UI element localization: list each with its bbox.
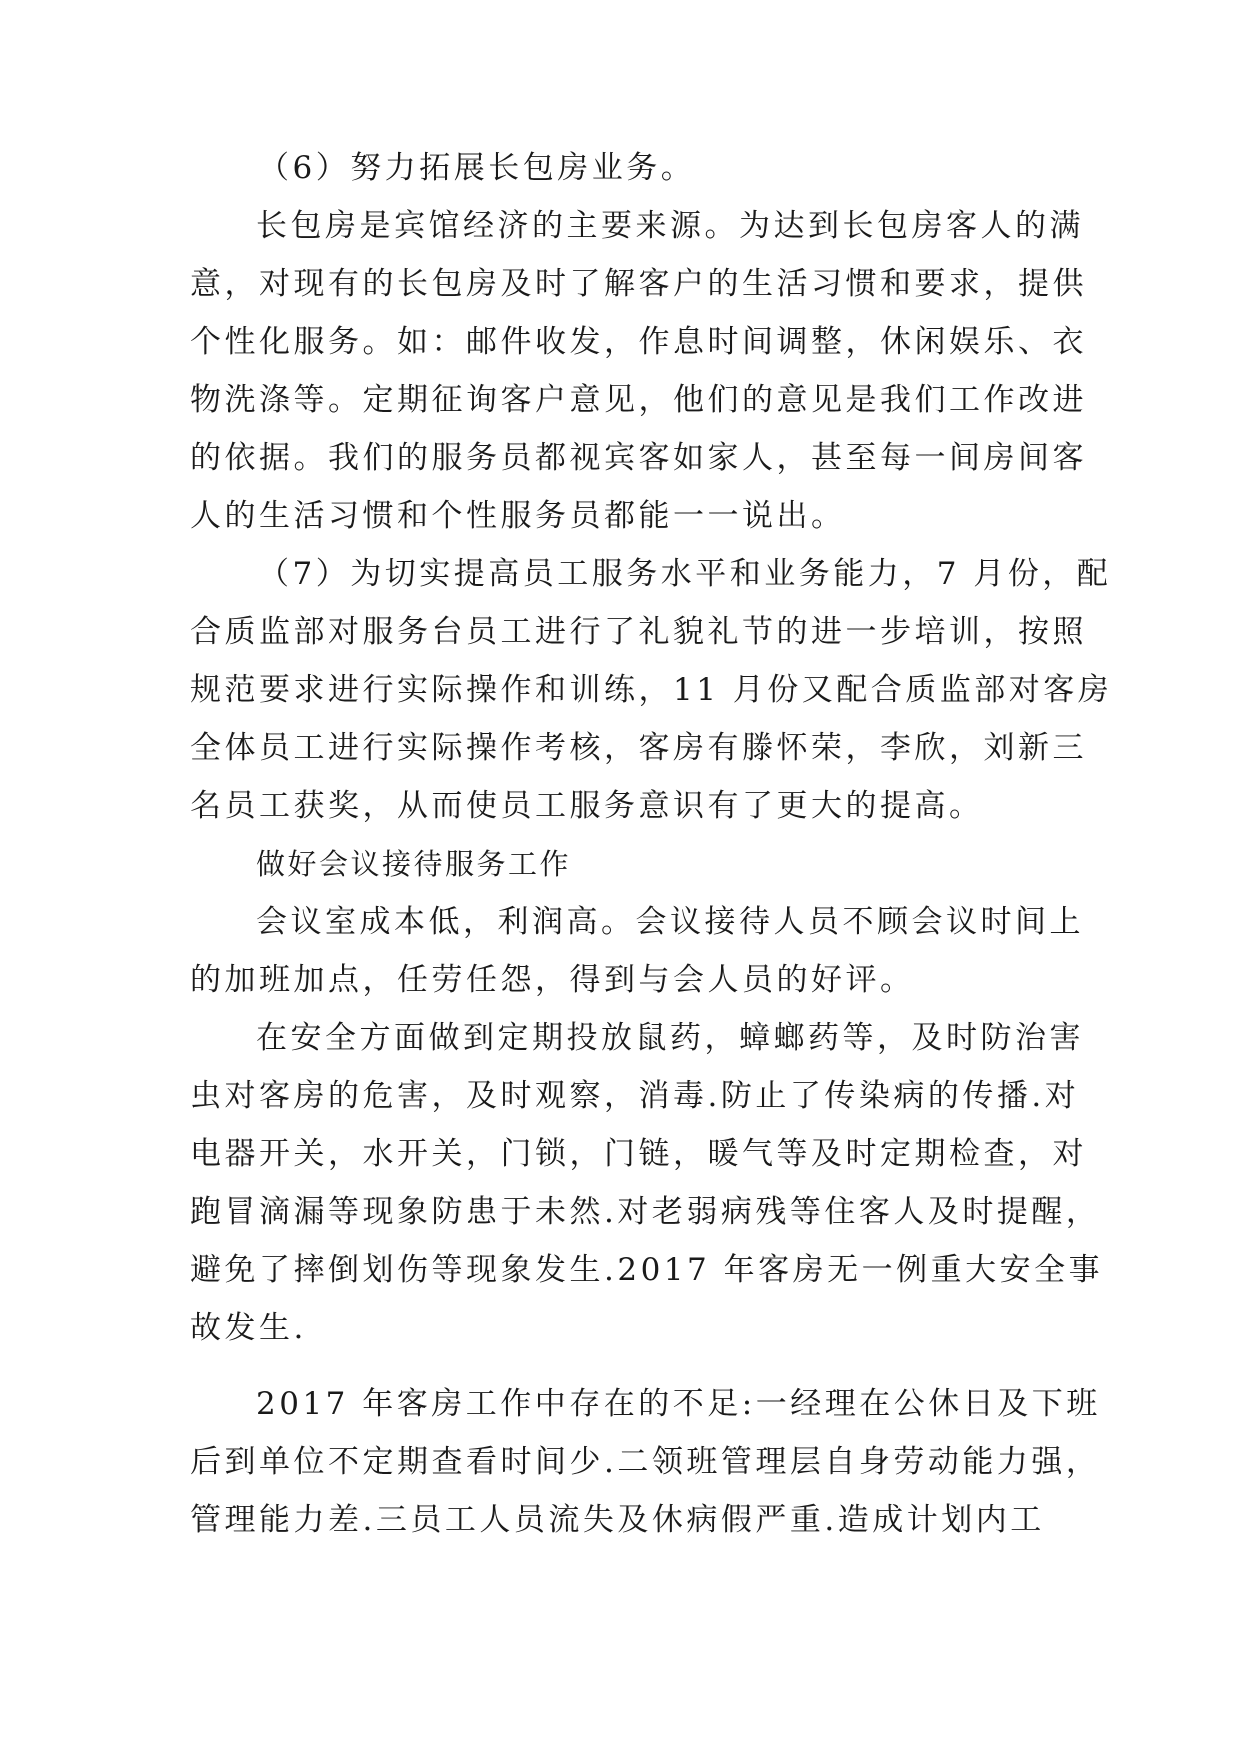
paragraph-line: 意，对现有的长包房及时了解客户的生活习惯和要求，提供 (190, 266, 1087, 302)
paragraph-line: 的加班加点，任劳任怨，得到与会人员的好评。 (190, 962, 915, 998)
paragraph-line: 合质监部对服务台员工进行了礼貌礼节的进一步培训，按照 (190, 614, 1087, 650)
section-7-paragraph-line: （7）为切实提高员工服务水平和业务能力，7 月份，配 (258, 556, 1112, 592)
paragraph-line: 跑冒滴漏等现象防患于未然.对老弱病残等住客人及时提醒， (190, 1194, 1101, 1230)
section-6-heading: （6）努力拓展长包房业务。 (258, 150, 696, 186)
paragraph-line: 人的生活习惯和个性服务员都能一一说出。 (190, 498, 846, 534)
paragraph-line: 2017 年客房工作中存在的不足:一经理在公休日及下班 (256, 1386, 1101, 1422)
paragraph-line: 名员工获奖，从而使员工服务意识有了更大的提高。 (190, 788, 984, 824)
paragraph-line: 故发生. (190, 1310, 307, 1346)
paragraph-line: 后到单位不定期查看时间少.二领班管理层自身劳动能力强， (190, 1444, 1101, 1480)
paragraph-line: 的依据。我们的服务员都视宾客如家人，甚至每一间房间客 (190, 440, 1087, 476)
paragraph-line: 规范要求进行实际操作和训练，11 月份又配合质监部对客房 (190, 672, 1113, 708)
paragraph-line: 在安全方面做到定期投放鼠药，蟑螂药等，及时防治害 (256, 1020, 1084, 1056)
paragraph-line: 物洗涤等。定期征询客户意见，他们的意见是我们工作改进 (190, 382, 1087, 418)
paragraph-line: 电器开关，水开关，门锁，门链，暖气等及时定期检查，对 (190, 1136, 1087, 1172)
paragraph-line: 个性化服务。如：邮件收发，作息时间调整，休闲娱乐、衣 (190, 324, 1087, 360)
paragraph-line: 管理能力差.三员工人员流失及休病假严重.造成计划内工 (190, 1502, 1045, 1538)
paragraph-line: 虫对客房的危害，及时观察，消毒.防止了传染病的传播.对 (190, 1078, 1080, 1114)
paragraph-line: 会议室成本低，利润高。会议接待人员不顾会议时间上 (256, 904, 1084, 940)
paragraph-line: 全体员工进行实际操作考核，客房有滕怀荣，李欣，刘新三 (190, 730, 1087, 766)
paragraph-line: 避免了摔倒划伤等现象发生.2017 年客房无一例重大安全事 (190, 1252, 1104, 1288)
paragraph-line: 长包房是宾馆经济的主要来源。为达到长包房客人的满 (256, 208, 1084, 244)
section-heading-meetings: 做好会议接待服务工作 (256, 847, 572, 881)
